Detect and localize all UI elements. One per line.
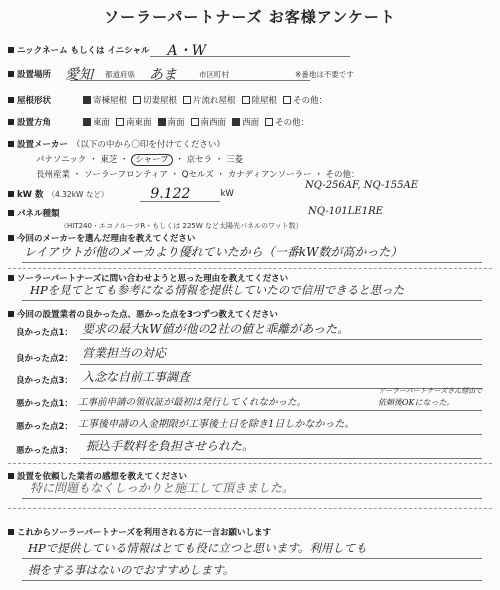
- bullet-icon: [8, 473, 14, 479]
- good-point-3-answer: 入念な自前工事調査: [82, 370, 191, 384]
- maker-option[interactable]: 京セラ: [186, 155, 213, 165]
- impression-answer: 特に問題もなくしっかりと施工して頂きました。: [30, 481, 295, 495]
- maker-option[interactable]: Qセルズ: [181, 170, 214, 180]
- maker-option[interactable]: ソーラーフロンティア: [83, 170, 168, 180]
- installer-label: 今回の設置業者の良かった点、悪かった点を3つずつ教えてください: [17, 310, 278, 320]
- direction-option-1: 東面: [93, 118, 111, 128]
- bullet-icon: [8, 141, 14, 147]
- divider: [8, 463, 492, 464]
- bullet-icon: [8, 311, 14, 317]
- location-unit1: 都道府県: [105, 69, 136, 79]
- impression-label: 設置を依頼した業者の感想を教えてください: [17, 472, 188, 482]
- location-label: 設置場所: [17, 70, 52, 80]
- bad-point-1-extra2: 依頼後OKになった。: [378, 398, 455, 407]
- maker-option[interactable]: その他：: [325, 170, 360, 180]
- direction-option-4: 南西面: [200, 118, 227, 128]
- separator: ・: [214, 155, 224, 165]
- direction-checkbox-4[interactable]: [191, 118, 199, 126]
- contact-answer: HPを見てとても参考になる情報を提供していたので信用できると思った: [30, 283, 405, 297]
- separator: ・: [314, 170, 323, 180]
- bad-point-1-label: 悪かった点1：: [16, 399, 73, 409]
- maker-options-row2: [36, 168, 360, 180]
- roof-checkbox-5[interactable]: [283, 96, 291, 104]
- installer-row: [8, 308, 278, 320]
- direction-option-5: 西面: [242, 118, 260, 128]
- separator: ・: [120, 155, 129, 165]
- location-unit2: 市区町村: [199, 69, 230, 79]
- roof-label: 屋根形状: [17, 96, 52, 106]
- maker-hint: （以下の中から〇印を付けてください）: [71, 140, 225, 150]
- bad-point-1-answer: 工事前申請の領収証が最初は発行してくれなかった。: [78, 397, 307, 408]
- page-title: ソーラーパートナーズ お客様アンケート: [104, 8, 396, 26]
- roof-checkbox-2[interactable]: [133, 96, 141, 104]
- direction-checkbox-3[interactable]: [158, 118, 166, 126]
- bullet-icon: [8, 191, 14, 197]
- bad-point-1-extra1: ソーラーパートナーズさん経由で: [378, 387, 483, 395]
- location-row: [8, 64, 354, 84]
- divider: [8, 508, 492, 509]
- roof-checkbox-3[interactable]: [183, 96, 191, 104]
- direction-checkbox-1[interactable]: [83, 118, 91, 126]
- separator: ・: [170, 170, 180, 180]
- maker-option[interactable]: パナソニック: [36, 155, 87, 165]
- bad-point-3-label: 悪かった点3：: [16, 446, 73, 456]
- separator: ・: [216, 170, 225, 180]
- good-point-2-underline: [80, 364, 482, 365]
- message-label: これからソーラーパートナーズを利用される方に一言お願いします: [17, 528, 271, 538]
- good-point-1-answer: 要求の最大kW値が他の2社の値と乖離があった。: [82, 322, 350, 336]
- message-answer-line1: HPで提供している情報はとても役に立つと思います。利用しても: [28, 541, 367, 555]
- nickname-label: ニックネーム もしくは イニシャル: [17, 46, 150, 56]
- roof-checkbox-1[interactable]: [83, 96, 91, 104]
- bullet-icon: [8, 71, 14, 77]
- roof-option-2: 切妻屋根: [143, 96, 178, 106]
- direction-checkbox-6[interactable]: [265, 118, 273, 126]
- bad-point-2-underline: [80, 434, 482, 435]
- separator: ・: [89, 155, 98, 165]
- maker-option-selected[interactable]: シャープ: [131, 154, 172, 166]
- bullet-icon: [8, 529, 14, 535]
- impression-underline: [22, 498, 482, 499]
- location-underline: [70, 80, 310, 81]
- panel-hint: （HIT240・エコノルーツR・もしくは 225W など太陽光パネルのワット数）: [60, 222, 303, 230]
- good-point-3-label: 良かった点3：: [16, 376, 73, 386]
- separator: ・: [175, 155, 184, 165]
- bullet-icon: [8, 97, 14, 103]
- direction-label: 設置方角: [17, 118, 52, 128]
- bad-point-3-underline: [80, 458, 482, 459]
- good-point-2-label: 良かった点2：: [16, 354, 73, 364]
- roof-option-4: 陸屋根: [251, 96, 278, 106]
- maker-option[interactable]: 三菱: [226, 155, 244, 165]
- kw-row: [8, 186, 234, 202]
- nickname-row: [8, 40, 206, 60]
- message-underline-1: [22, 558, 482, 559]
- good-point-1-label: 良かった点1：: [16, 328, 73, 338]
- direction-checkbox-5[interactable]: [232, 118, 240, 126]
- location-note: ※番地は不要です: [295, 69, 354, 79]
- bullet-icon: [8, 119, 14, 125]
- direction-option-2: 南東面: [126, 118, 152, 128]
- bad-point-3-answer: 振込手数料を負担させられた。: [86, 439, 255, 453]
- direction-row: [8, 116, 309, 128]
- bad-point-1-underline: [80, 410, 482, 411]
- roof-option-3: 片流れ屋根: [193, 96, 236, 106]
- bullet-icon: [8, 47, 14, 53]
- roof-row: [8, 94, 327, 106]
- maker-label: 設置メーカー: [17, 140, 68, 150]
- roof-checkbox-4[interactable]: [242, 96, 250, 104]
- message-underline-2: [22, 580, 482, 581]
- panel-value2: NQ-101LE1RE: [308, 206, 383, 217]
- good-point-1-underline: [80, 339, 482, 340]
- reason-underline: [22, 262, 482, 263]
- roof-option-1: 寄棟屋根: [93, 96, 128, 106]
- bullet-icon: [8, 210, 14, 216]
- panel-row: [8, 207, 60, 219]
- direction-option-3: 南面: [167, 118, 185, 128]
- maker-option[interactable]: カナディアンソーラー: [227, 170, 312, 180]
- message-answer-line2: 損をする事はないのでおすすめします。: [28, 563, 235, 577]
- divider: [8, 268, 492, 269]
- contact-label: ソーラーパートナーズに問い合わせようと思った理由を教えてください: [17, 274, 289, 284]
- bullet-icon: [8, 235, 14, 241]
- reason-label: 今回のメーカーを選んだ理由を教えてください: [17, 234, 196, 244]
- good-point-2-answer: 営業担当の対応: [82, 346, 167, 360]
- maker-options-row1: [36, 153, 243, 165]
- nickname-value: A・W: [167, 43, 206, 59]
- separator: ・: [72, 170, 82, 180]
- maker-option[interactable]: 東芝: [100, 155, 118, 165]
- location-city: あま: [149, 67, 178, 83]
- panel-value1: NQ-256AF, NQ-155AE: [305, 180, 419, 191]
- direction-option-6: その他：: [275, 118, 310, 128]
- bad-point-2-label: 悪かった点2：: [16, 422, 73, 432]
- kw-label: kW 数: [17, 190, 44, 200]
- kw-unit: kW: [220, 189, 234, 199]
- contact-underline: [22, 300, 482, 301]
- maker-row: [8, 138, 225, 150]
- reason-answer: レイアウトが他のメーカより優れていたから（一番kW数が高かった）: [24, 245, 403, 259]
- kw-hint: （4.32kW など）: [47, 189, 109, 199]
- message-row: [8, 526, 271, 538]
- roof-option-5: その他：: [293, 96, 328, 106]
- location-pref: 愛知: [65, 67, 94, 83]
- kw-underline: [140, 201, 220, 202]
- bullet-icon: [8, 275, 14, 281]
- maker-option[interactable]: 長州産業: [36, 170, 71, 180]
- nickname-underline: [150, 56, 350, 57]
- direction-checkbox-2[interactable]: [116, 118, 124, 126]
- kw-value: 9.122: [150, 186, 191, 202]
- bad-point-2-answer: 工事後申請の入金期限が工事後土日を除き1日しかなかった。: [78, 419, 355, 430]
- panel-label: パネル種類: [17, 209, 60, 219]
